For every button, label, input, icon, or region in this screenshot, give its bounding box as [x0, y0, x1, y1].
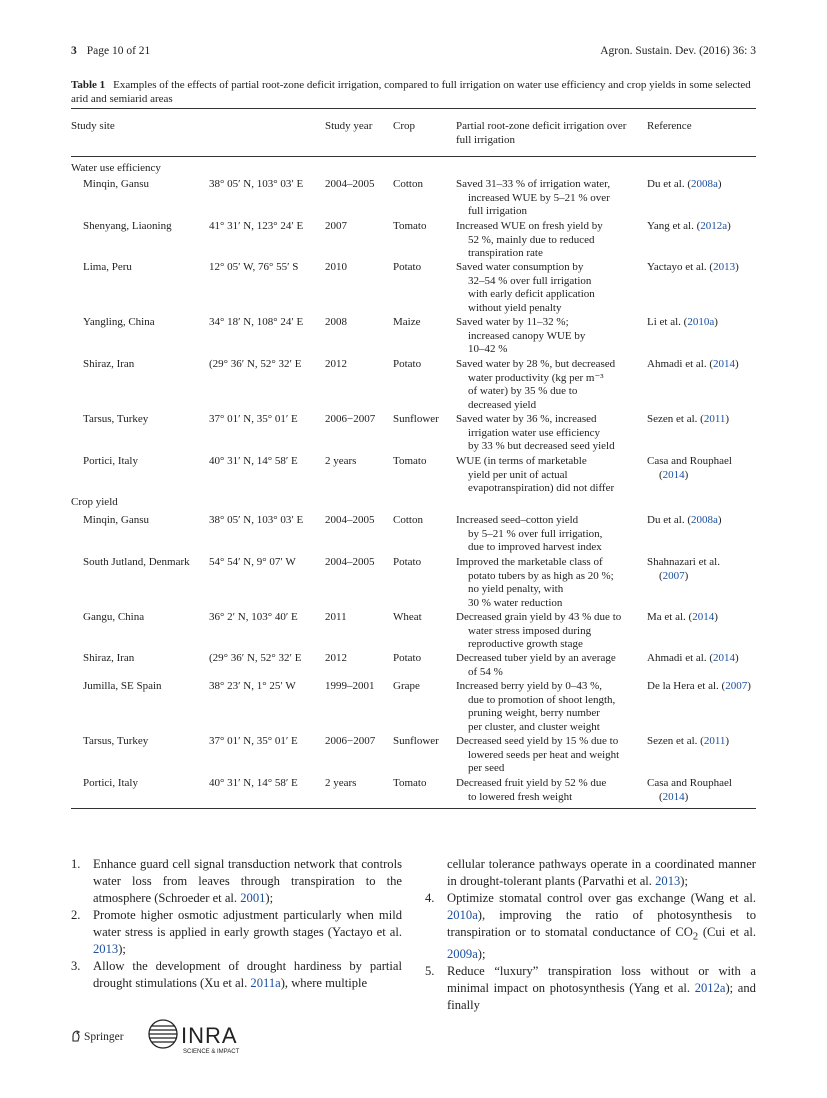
cell-coordinates: 37° 01′ N, 35° 01′ E [209, 413, 298, 425]
description-line: evapotranspiration) did not differ [468, 482, 615, 495]
description-line: yield per unit of actual [468, 468, 568, 481]
description-line: Decreased grain yield by 43 % due to [456, 611, 622, 623]
reference-year-link[interactable]: 2014 [662, 468, 685, 481]
cell-study-site: Lima, Peru [83, 261, 132, 273]
cell-description [456, 556, 641, 610]
description-line: 32–54 % over full irrigation [468, 274, 592, 287]
reference-year-link[interactable]: 2013 [713, 261, 736, 273]
reference-year-link[interactable]: 2007 [662, 569, 685, 582]
reference-line [647, 455, 732, 469]
reference-close: ) [734, 358, 739, 370]
reference-close: ) [684, 468, 689, 481]
list-text: ), where multiple [280, 976, 368, 990]
cell-study-site: Shiraz, Iran [83, 358, 135, 370]
description-line: Saved water by 11–32 %; [456, 316, 569, 328]
cell-reference [647, 556, 720, 583]
reference-author: Ma et al. ( [647, 611, 693, 623]
citation-link[interactable]: 2001 [240, 891, 266, 905]
reference-author: Yactayo et al. ( [647, 261, 714, 273]
inra-tagline: SCIENCE & IMPACT [183, 1049, 240, 1055]
description-line: 10–42 % [468, 343, 508, 356]
cell-reference [647, 611, 718, 625]
cell-coordinates: 40° 31′ N, 14° 58′ E [209, 455, 298, 467]
cell-coordinates: (29° 36′ N, 52° 32′ E [209, 652, 302, 664]
cell-reference [647, 413, 729, 427]
reference-year-link[interactable]: 2011 [703, 735, 726, 747]
reference-author: Sezen et al. ( [647, 735, 704, 747]
reference-author: Sezen et al. ( [647, 413, 704, 425]
list-number: 5. [425, 963, 435, 978]
list-text: (Cui et al. [698, 925, 756, 939]
description-line: Saved 31–33 % of irrigation water, [456, 178, 611, 190]
section-title-wue: Water use efficiency [71, 162, 161, 174]
list-left-column [71, 856, 402, 992]
cell-reference [647, 220, 731, 234]
reference-open: ( [659, 790, 663, 803]
reference-author: De la Hera et al. ( [647, 680, 726, 692]
description-line: WUE (in terms of marketable [456, 455, 587, 467]
table-top-rule [71, 108, 756, 109]
cell-coordinates: 37° 01′ N, 35° 01′ E [209, 735, 298, 747]
list-text: ); and finally [447, 980, 756, 1012]
cell-crop: Potato [393, 652, 422, 664]
description-line: increased canopy WUE by [468, 329, 586, 342]
springer-horse-icon [71, 1030, 81, 1042]
inra-emblem-icon [149, 1020, 177, 1048]
cell-coordinates: 34° 18′ N, 108° 24′ E [209, 316, 304, 328]
reference-year-link[interactable]: 2007 [725, 680, 748, 692]
journal-citation: Agron. Sustain. Dev. (2016) 36: 3 [600, 45, 756, 57]
citation-link[interactable]: 2012a [694, 980, 726, 995]
reference-line [647, 556, 720, 570]
description-line: per seed [468, 762, 505, 775]
col-header-site: Study site [71, 120, 115, 132]
cell-study-year: 2004–2005 [325, 514, 375, 526]
cell-description [456, 178, 641, 219]
cell-study-site: Portici, Italy [83, 455, 138, 467]
description-line: Increased berry yield by 0–43 %, [456, 680, 603, 692]
description-line: Decreased seed yield by 15 % due to [456, 735, 619, 747]
reference-author: Ahmadi et al. ( [647, 652, 713, 664]
citation-link[interactable]: 2013 [93, 942, 119, 956]
cell-study-site: Gangu, China [83, 611, 145, 623]
page-indicator [71, 44, 150, 58]
reference-open: ( [659, 569, 663, 582]
reference-line [647, 220, 731, 234]
col-header-description [456, 119, 626, 147]
description-line: pruning weight, berry number [468, 707, 600, 720]
description-line: Increased seed–cotton yield [456, 514, 579, 526]
list-text: Promote higher osmotic adjustment particularly when mild water stress is applied in early growth stages (Yactayo et al. [93, 908, 402, 939]
description-line: due to promotion of shoot length, [468, 693, 616, 706]
cell-description [456, 652, 641, 679]
list-text: cellular tolerance pathways operate in a coordinated manner in drought-tolerant plants (Parvathi et al. [447, 857, 756, 888]
cell-study-year: 2 years [325, 455, 357, 467]
cell-reference [647, 178, 722, 192]
cell-description [456, 735, 641, 776]
description-line: decreased yield [468, 398, 537, 411]
description-line: no yield penalty, with [468, 583, 564, 596]
reference-open: ( [659, 468, 663, 481]
citation-link[interactable]: 2011a [250, 976, 281, 990]
cell-reference [647, 514, 722, 528]
cell-reference [647, 735, 729, 749]
cell-study-year: 2004–2005 [325, 556, 375, 568]
list-item-3 [71, 958, 402, 992]
cell-coordinates: 41° 31′ N, 123° 24′ E [209, 220, 304, 232]
col-header-crop: Crop [393, 120, 415, 132]
list-item-4 [425, 890, 756, 963]
list-number: 4. [425, 891, 435, 905]
cell-coordinates: 40° 31′ N, 14° 58′ E [209, 777, 298, 789]
reference-close: ) [727, 220, 731, 232]
list-text: ); [680, 874, 688, 888]
reference-year-link[interactable]: 2010a [687, 316, 715, 328]
cell-description [456, 413, 641, 454]
section-title-crop-yield: Crop yield [71, 496, 118, 508]
description-line: without yield penalty [468, 301, 562, 314]
reference-line [647, 777, 732, 791]
reference-author: Shahnazari et al. [647, 556, 720, 568]
cell-study-site: Tarsus, Turkey [83, 735, 149, 747]
cell-study-site: Tarsus, Turkey [83, 413, 149, 425]
cell-reference [647, 652, 739, 666]
reference-close: ) [735, 261, 739, 273]
table-caption [71, 78, 759, 106]
list-number: 1. [71, 857, 81, 871]
cell-coordinates: 38° 23′ N, 1° 25′ W [209, 680, 296, 692]
cell-study-site: Jumilla, SE Spain [83, 680, 162, 692]
cell-crop: Potato [393, 358, 422, 370]
list-number: 2. [71, 908, 81, 922]
reference-close: ) [747, 680, 751, 692]
col-header-reference: Reference [647, 120, 692, 132]
list-right-column [425, 856, 756, 1014]
reference-line [647, 791, 732, 805]
cell-study-site: Shiraz, Iran [83, 652, 135, 664]
cell-crop: Wheat [393, 611, 422, 623]
reference-year-link[interactable]: 2014 [662, 790, 685, 803]
cell-description [456, 358, 641, 412]
col-header-desc-line2: full irrigation [456, 134, 515, 146]
cell-crop: Potato [393, 556, 422, 568]
cell-description [456, 455, 641, 496]
cell-description [456, 514, 641, 555]
description-line: lowered seeds per heat and weight [468, 748, 620, 761]
description-line: Saved water consumption by [456, 261, 584, 273]
description-line: 52 %, mainly due to reduced [468, 233, 595, 246]
cell-crop: Maize [393, 316, 421, 328]
list-text: ); [265, 891, 274, 905]
reference-year-link[interactable]: 2008a [690, 514, 718, 526]
description-line: full irrigation [468, 205, 527, 218]
list-text: ); [118, 942, 126, 956]
cell-crop: Tomato [393, 220, 427, 232]
description-line: Improved the marketable class of [456, 556, 603, 568]
col-header-year: Study year [325, 120, 373, 132]
table-label: Table 1 [71, 79, 106, 91]
description-line: 30 % water reduction [468, 596, 563, 609]
list-number: 3. [71, 959, 81, 973]
cell-study-year: 2006−2007 [325, 413, 376, 425]
reference-line [647, 514, 722, 528]
reference-author: Yang et al. ( [647, 220, 701, 232]
reference-line [647, 469, 732, 483]
reference-author: Li et al. ( [647, 316, 688, 328]
description-line: transpiration rate [468, 247, 543, 260]
cell-study-site: Minqin, Gansu [83, 514, 149, 526]
description-line: Increased WUE on fresh yield by [456, 220, 603, 232]
list-text: ); [477, 946, 486, 961]
cell-study-year: 2011 [325, 611, 347, 623]
cell-crop: Grape [393, 680, 420, 692]
cell-reference [647, 358, 739, 372]
list-text: Optimize stomatal control over gas exchange (Wang et al. [447, 891, 756, 905]
description-line: water stress imposed during [468, 624, 592, 637]
description-line: by 33 % but decreased seed yield [468, 440, 615, 453]
cell-study-year: 2010 [325, 261, 347, 273]
cell-coordinates: 54° 54′ N, 9° 07′ W [209, 556, 296, 568]
list-item-2 [71, 907, 402, 958]
description-line: water productivity (kg per m⁻³ [468, 371, 604, 384]
cell-coordinates: 38° 05′ N, 103° 03′ E [209, 178, 304, 190]
cell-description [456, 611, 641, 652]
reference-author: Du et al. ( [647, 514, 691, 526]
cell-study-year: 2004–2005 [325, 178, 375, 190]
reference-close: ) [714, 611, 718, 623]
springer-logo [71, 1030, 124, 1043]
cell-study-site: Portici, Italy [83, 777, 138, 789]
description-line: reproductive growth stage [468, 638, 583, 651]
cell-study-year: 2012 [325, 358, 347, 370]
cell-coordinates: 36° 2′ N, 103° 40′ E [209, 611, 298, 623]
reference-line [647, 611, 718, 625]
list-text: Allow the development of drought hardiness by partial drought stimulations (Xu et al. [93, 959, 402, 990]
subscript: 2 [692, 931, 699, 943]
reference-line [647, 735, 729, 749]
inra-logo [147, 1016, 247, 1056]
list-text: Reduce “luxury” transpiration loss without or with a minimal impact on photosynthesis (Yang et al. [447, 963, 756, 995]
col-header-desc-line1: Partial root-zone deficit irrigation over [456, 120, 627, 132]
cell-coordinates: 12° 05′ W, 76° 55′ S [209, 261, 299, 273]
cell-study-site: Yangling, China [83, 316, 155, 328]
cell-study-year: 2008 [325, 316, 347, 328]
cell-study-year: 2007 [325, 220, 347, 232]
description-line: Decreased fruit yield by 52 % due [456, 777, 607, 789]
cell-description [456, 316, 641, 357]
cell-description [456, 261, 641, 315]
citation-link[interactable]: 2009a [447, 946, 478, 961]
reference-close: ) [714, 316, 718, 328]
reference-line [647, 358, 739, 372]
reference-year-link[interactable]: 2014 [712, 652, 735, 664]
description-line: Saved water by 36 %, increased [456, 413, 597, 425]
cell-crop: Tomato [393, 455, 427, 467]
running-header [71, 44, 756, 58]
table-caption-text: Examples of the effects of partial root-zone deficit irrigation, compared to full irrigation on water use efficiency and crop yields in some selected arid and semiarid areas [71, 79, 751, 105]
list-item-5 [425, 963, 756, 1014]
cell-description [456, 777, 641, 804]
reference-line [647, 570, 720, 584]
reference-author: Ahmadi et al. ( [647, 358, 713, 370]
cell-description [456, 680, 641, 734]
reference-author: Du et al. ( [647, 178, 691, 190]
reference-year-link[interactable]: 2012a [700, 220, 728, 232]
cell-crop: Potato [393, 261, 422, 273]
inra-wordmark: INRA [181, 1023, 238, 1048]
cell-description [456, 220, 641, 261]
cell-crop: Sunflower [393, 413, 439, 425]
springer-wordmark: Springer [84, 1031, 124, 1043]
reference-author: Casa and Rouphael [647, 455, 732, 467]
description-line: per cluster, and cluster weight [468, 720, 600, 733]
table-header-rule [71, 156, 756, 157]
cell-study-site: Minqin, Gansu [83, 178, 149, 190]
cell-coordinates: 38° 05′ N, 103° 03′ E [209, 514, 304, 526]
description-line: Saved water by 28 %, but decreased [456, 358, 616, 370]
reference-line [647, 316, 718, 330]
reference-close: ) [684, 569, 689, 582]
list-item-3-continued [425, 856, 756, 890]
reference-close: ) [684, 790, 689, 803]
cell-coordinates: (29° 36′ N, 52° 32′ E [209, 358, 302, 370]
list-text: ), improving the ratio of photosynthesis to transpiration or to stomatal conductance of CO [447, 908, 756, 939]
cell-reference [647, 777, 732, 804]
reference-line [647, 413, 729, 427]
reference-close: ) [725, 735, 730, 747]
reference-line [647, 680, 751, 694]
description-line: due to improved harvest index [468, 541, 602, 554]
cell-study-year: 1999–2001 [325, 680, 375, 692]
reference-year-link[interactable]: 2008a [690, 178, 718, 190]
reference-close: ) [725, 413, 730, 425]
reference-year-link[interactable]: 2014 [712, 358, 735, 370]
cell-study-year: 2006−2007 [325, 735, 376, 747]
cell-study-site: South Jutland, Denmark [83, 556, 190, 568]
cell-study-year: 2012 [325, 652, 347, 664]
reference-line [647, 261, 739, 275]
description-line: of 54 % [468, 665, 503, 678]
cell-reference [647, 680, 751, 694]
reference-line [647, 652, 739, 666]
description-line: by 5–21 % over full irrigation, [468, 527, 603, 540]
cell-reference [647, 316, 718, 330]
reference-year-link[interactable]: 2011 [703, 413, 726, 425]
list-text: Enhance guard cell signal transduction network that controls water loss from leaves through transpiration to the atmosphere (Schroeder et al. [93, 857, 402, 905]
reference-close: ) [717, 514, 722, 526]
reference-author: Casa and Rouphael [647, 777, 732, 789]
description-line: with early deficit application [468, 288, 595, 301]
description-line: increased WUE by 5–21 % over [468, 191, 610, 204]
description-line: potato tubers by as high as 20 %; [468, 569, 614, 582]
description-line: irrigation water use efficiency [468, 426, 601, 439]
description-line: Decreased tuber yield by an average [456, 652, 616, 664]
reference-close: ) [717, 178, 722, 190]
page-label: Page 10 of 21 [86, 45, 151, 57]
reference-close: ) [734, 652, 739, 664]
page-number: 3 [71, 45, 77, 57]
citation-link[interactable]: 2010a [447, 908, 478, 922]
cell-crop: Cotton [393, 178, 423, 190]
description-line: to lowered fresh weight [468, 790, 573, 803]
table-bottom-rule [71, 808, 756, 809]
cell-study-site: Shenyang, Liaoning [83, 220, 172, 232]
reference-line [647, 178, 722, 192]
cell-study-year: 2 years [325, 777, 357, 789]
list-item-1 [71, 856, 402, 907]
citation-link[interactable]: 2013 [655, 874, 681, 888]
cell-crop: Tomato [393, 777, 427, 789]
cell-crop: Sunflower [393, 735, 439, 747]
cell-reference [647, 455, 732, 482]
description-line: of water) by 35 % due to [468, 385, 578, 398]
cell-reference [647, 261, 739, 275]
cell-crop: Cotton [393, 514, 423, 526]
reference-year-link[interactable]: 2014 [692, 611, 715, 623]
